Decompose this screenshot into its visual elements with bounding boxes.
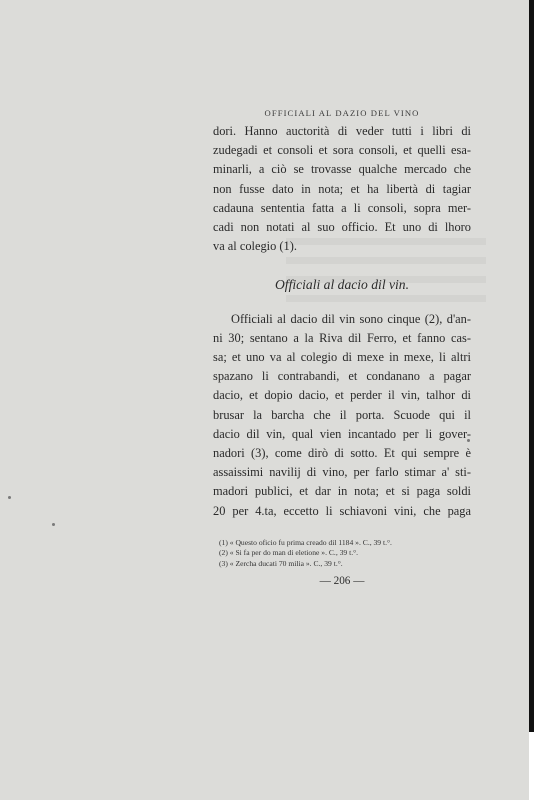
intro-paragraph (213, 122, 471, 256)
text-line: zudegadi et consoli et sora consoli, et quelli esa- (213, 143, 471, 158)
text-line: minarli, a ciò se trovasse qualche mercado che (213, 162, 471, 177)
text-line: sa; et uno va al colegio di mexe in mexe, li altri (213, 350, 471, 365)
scan-edge-dark (529, 0, 534, 732)
text-line: cadi non notati al suo officio. Et uno di lhoro (213, 220, 471, 235)
footnotes (213, 538, 471, 569)
text-line: ni 30; sentano a la Riva dil Ferro, et fanno cas- (213, 330, 471, 345)
text-line: spazano li contrabandi, et condanano a pagar (213, 369, 471, 384)
text-line: dacio, et dopio dacio, et perder il vin, talhor di (213, 388, 471, 403)
text-line: dori. Hanno auctorità di veder tutti i libri di (213, 124, 471, 138)
text-line: cadauna sententia fatta a li consoli, sopra mer- (213, 200, 471, 215)
text-line: nadori (3), come dirò di sotto. Et qui sempre è (213, 446, 471, 461)
page-number: — 206 — (319, 575, 365, 588)
text-line: madori publici, et dar in nota; et si paga soldi (213, 484, 471, 499)
scan-edge-light (529, 732, 534, 800)
text-line: va al colegio (1). (213, 239, 297, 254)
text-line: 20 per 4.ta, eccetto li schiavoni vini, che paga (213, 503, 471, 518)
paper-speck (52, 523, 55, 526)
text-line: non fusse dato in nota; et ha libertà di tagiar (213, 181, 471, 196)
text-line: assaissimi navilij di vino, per farlo stimar a' sti- (213, 465, 471, 480)
footnote: (3) « Zercha ducati 70 milia ». C., 39 t.°. (219, 558, 343, 568)
text-line: Officiali al dacio dil vin sono cinque (2), d'an- (231, 311, 471, 326)
section-paragraph (213, 310, 471, 521)
paper-speck (8, 496, 11, 499)
footnote: (2) « Si fa per do man di eletione ». C., 39 t.°. (219, 548, 359, 558)
section-title: Officiali al dacio dil vin. (274, 277, 410, 293)
footnote: (1) « Questo oficio fu prima creado dil 1184 ». C., 39 t.°. (219, 537, 392, 547)
text-block (213, 108, 471, 587)
text-line: dacio dil vin, qual vien incantado per li gover- (213, 426, 471, 441)
text-line: brusar la barcha che il porta. Scuode qui il (213, 407, 471, 422)
running-head: OFFICIALI AL DAZIO DEL VINO (264, 108, 420, 118)
